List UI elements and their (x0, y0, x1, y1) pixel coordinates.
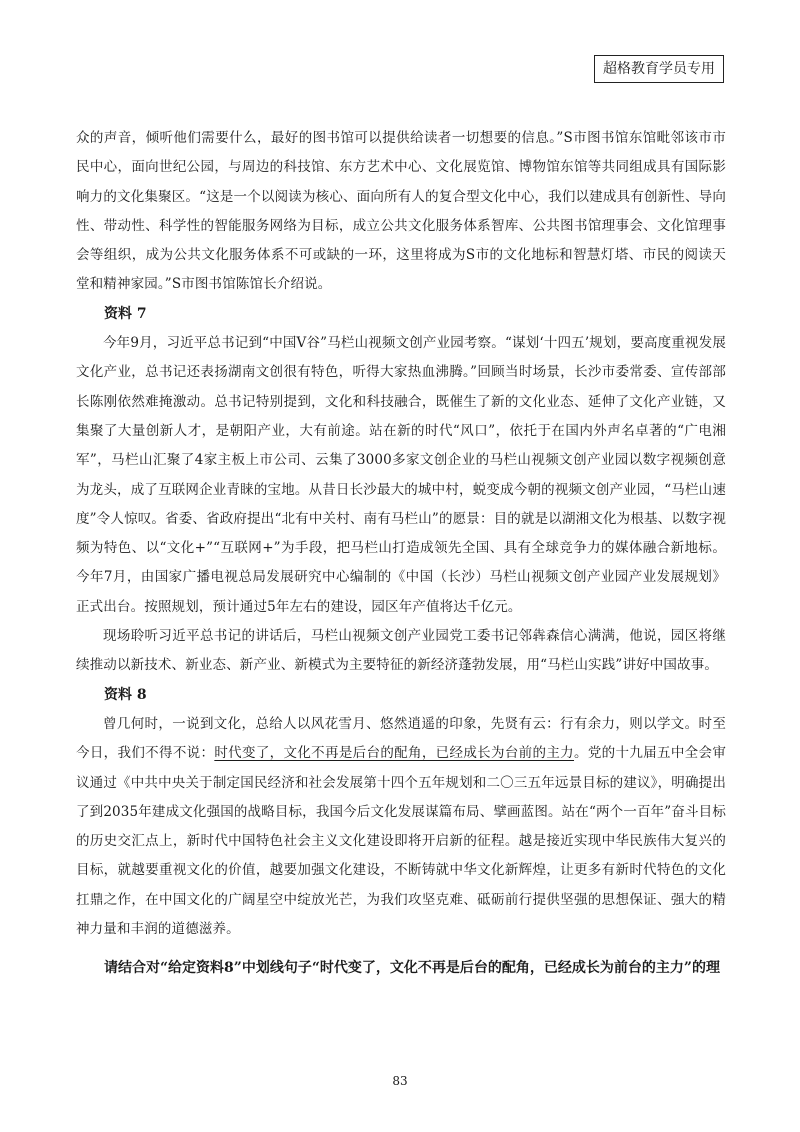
paragraph-material-7-second: 现场聆听习近平总书记的讲话后，马栏山视频文创产业园党工委书记邻犇森信心满满，他说，园区将继续推动以新技术、新业态、新产业、新模式为主要特征的新经济蓬勃发展，用“马栏山实践”讲好中国故事。 (76, 628, 726, 674)
header-label: 超格教育学员专用 (594, 55, 724, 83)
underlined-sentence: 时代变了，文化不再是后台的配角，已经成长为台前的主力 (214, 745, 575, 762)
document-body (76, 124, 726, 984)
paragraph-material-8 (76, 710, 726, 944)
paragraph-material-7-main: 今年9月，习近平总书记到“中国V谷”马栏山视频文创产业园考察。“谋划‘十四五’规划，要高度重视发展文化产业，总书记还表扬湖南文创很有特色，听得大家热血沸腾。”回顾当时场景，长沙市委常委、宣传部部长陈刚依然难掩激动。总书记特别提到，文化和科技融合，既催生了新的文化业态、延伸了文化产业链，又集聚了大量创新人才，是朝阳产业，大有前途。站在新的时代“风口”，依托于在国内外声名卓著的“广电湘军”，马栏山汇聚了4家主板上市公司、云集了3000多家文创企业的马栏山视频文创产业园以数字视频创意为龙头，成了互联网企业青睐的宝地。从昔日长沙最大的城中村，蜕变成今朝的视频文创产业园，“马栏山速度”令人惊叹。省委、省政府提出“北有中关村、南有马栏山”的愿景：目的就是以湖湘文化为根基、以数字视频为特色、以“文化+”“互联网+”为手段，把马栏山打造成领先全国、具有全球竞争力的媒体融合新地标。今年7月，由国家广播电视总局发展研究中心编制的《中国（长沙）马栏山视频文创产业园产业发展规划》正式出台。按照规划，预计通过5年左右的建设，园区年产值将达千亿元。 (76, 335, 726, 615)
paragraph-material-8-rest: 。党的十九届五中全会审议通过《中共中央关于制定国民经济和社会发展第十四个五年规划和二〇三五年远景目标的建议》，明确提出了到2035年建成文化强国的战略目标，我国今后文化发展谋篇布局、擘画蓝图。站在“两个一百年”奋斗目标的历史交汇点上，新时代中国特色社会主义文化建设即将开启新的征程。越是接近实现中华民族伟大复兴的目标，就越要重视文化的价值，越要加强文化建设，不断铸就中华文化新辉煌，让更多有新时代特色的文化扛鼎之作，在中国文化的广阔星空中绽放光芒，为我们攻坚克难、砥砺前行提供坚强的思想保证、强大的精神力量和丰润的道德滋养。 (76, 745, 726, 938)
page-number: 83 (392, 1074, 408, 1088)
section-title-material-8: 资料 8 (104, 686, 147, 703)
paragraph-material-8-lead: 曾几何时，一说到文化，总给人以风花雪月、悠然逍遥的印象，先贤有云：行有余力，则以学文。时至今日，我们不得不说： (76, 715, 726, 762)
paragraph-continued: 众的声音，倾听他们需要什么，最好的图书馆可以提供给读者一切想要的信息。”S市图书馆东馆毗邻该市市民中心，面向世纪公园，与周边的科技馆、东方艺术中心、文化展览馆、博物馆东馆等共同组成具有国际影响力的文化集聚区。“这是一个以阅读为核心、面向所有人的复合型文化中心，我们以建成具有创新性、导向性、带动性、科学性的智能服务网络为目标，成立公共文化服务体系智库、公共图书馆理事会、文化馆理事会等组织，成为公共文化服务体系不可或缺的一环，这里将成为S市的文化地标和智慧灯塔、市民的阅读天堂和精神家园。”S市图书馆陈馆长介绍说。 (76, 130, 726, 293)
question-prompt: 请结合对“给定资料8”中划线句子“时代变了，文化不再是后台的配角，已经成长为前台的主力”的理 (104, 960, 720, 977)
section-title-material-7: 资料 7 (104, 305, 147, 322)
